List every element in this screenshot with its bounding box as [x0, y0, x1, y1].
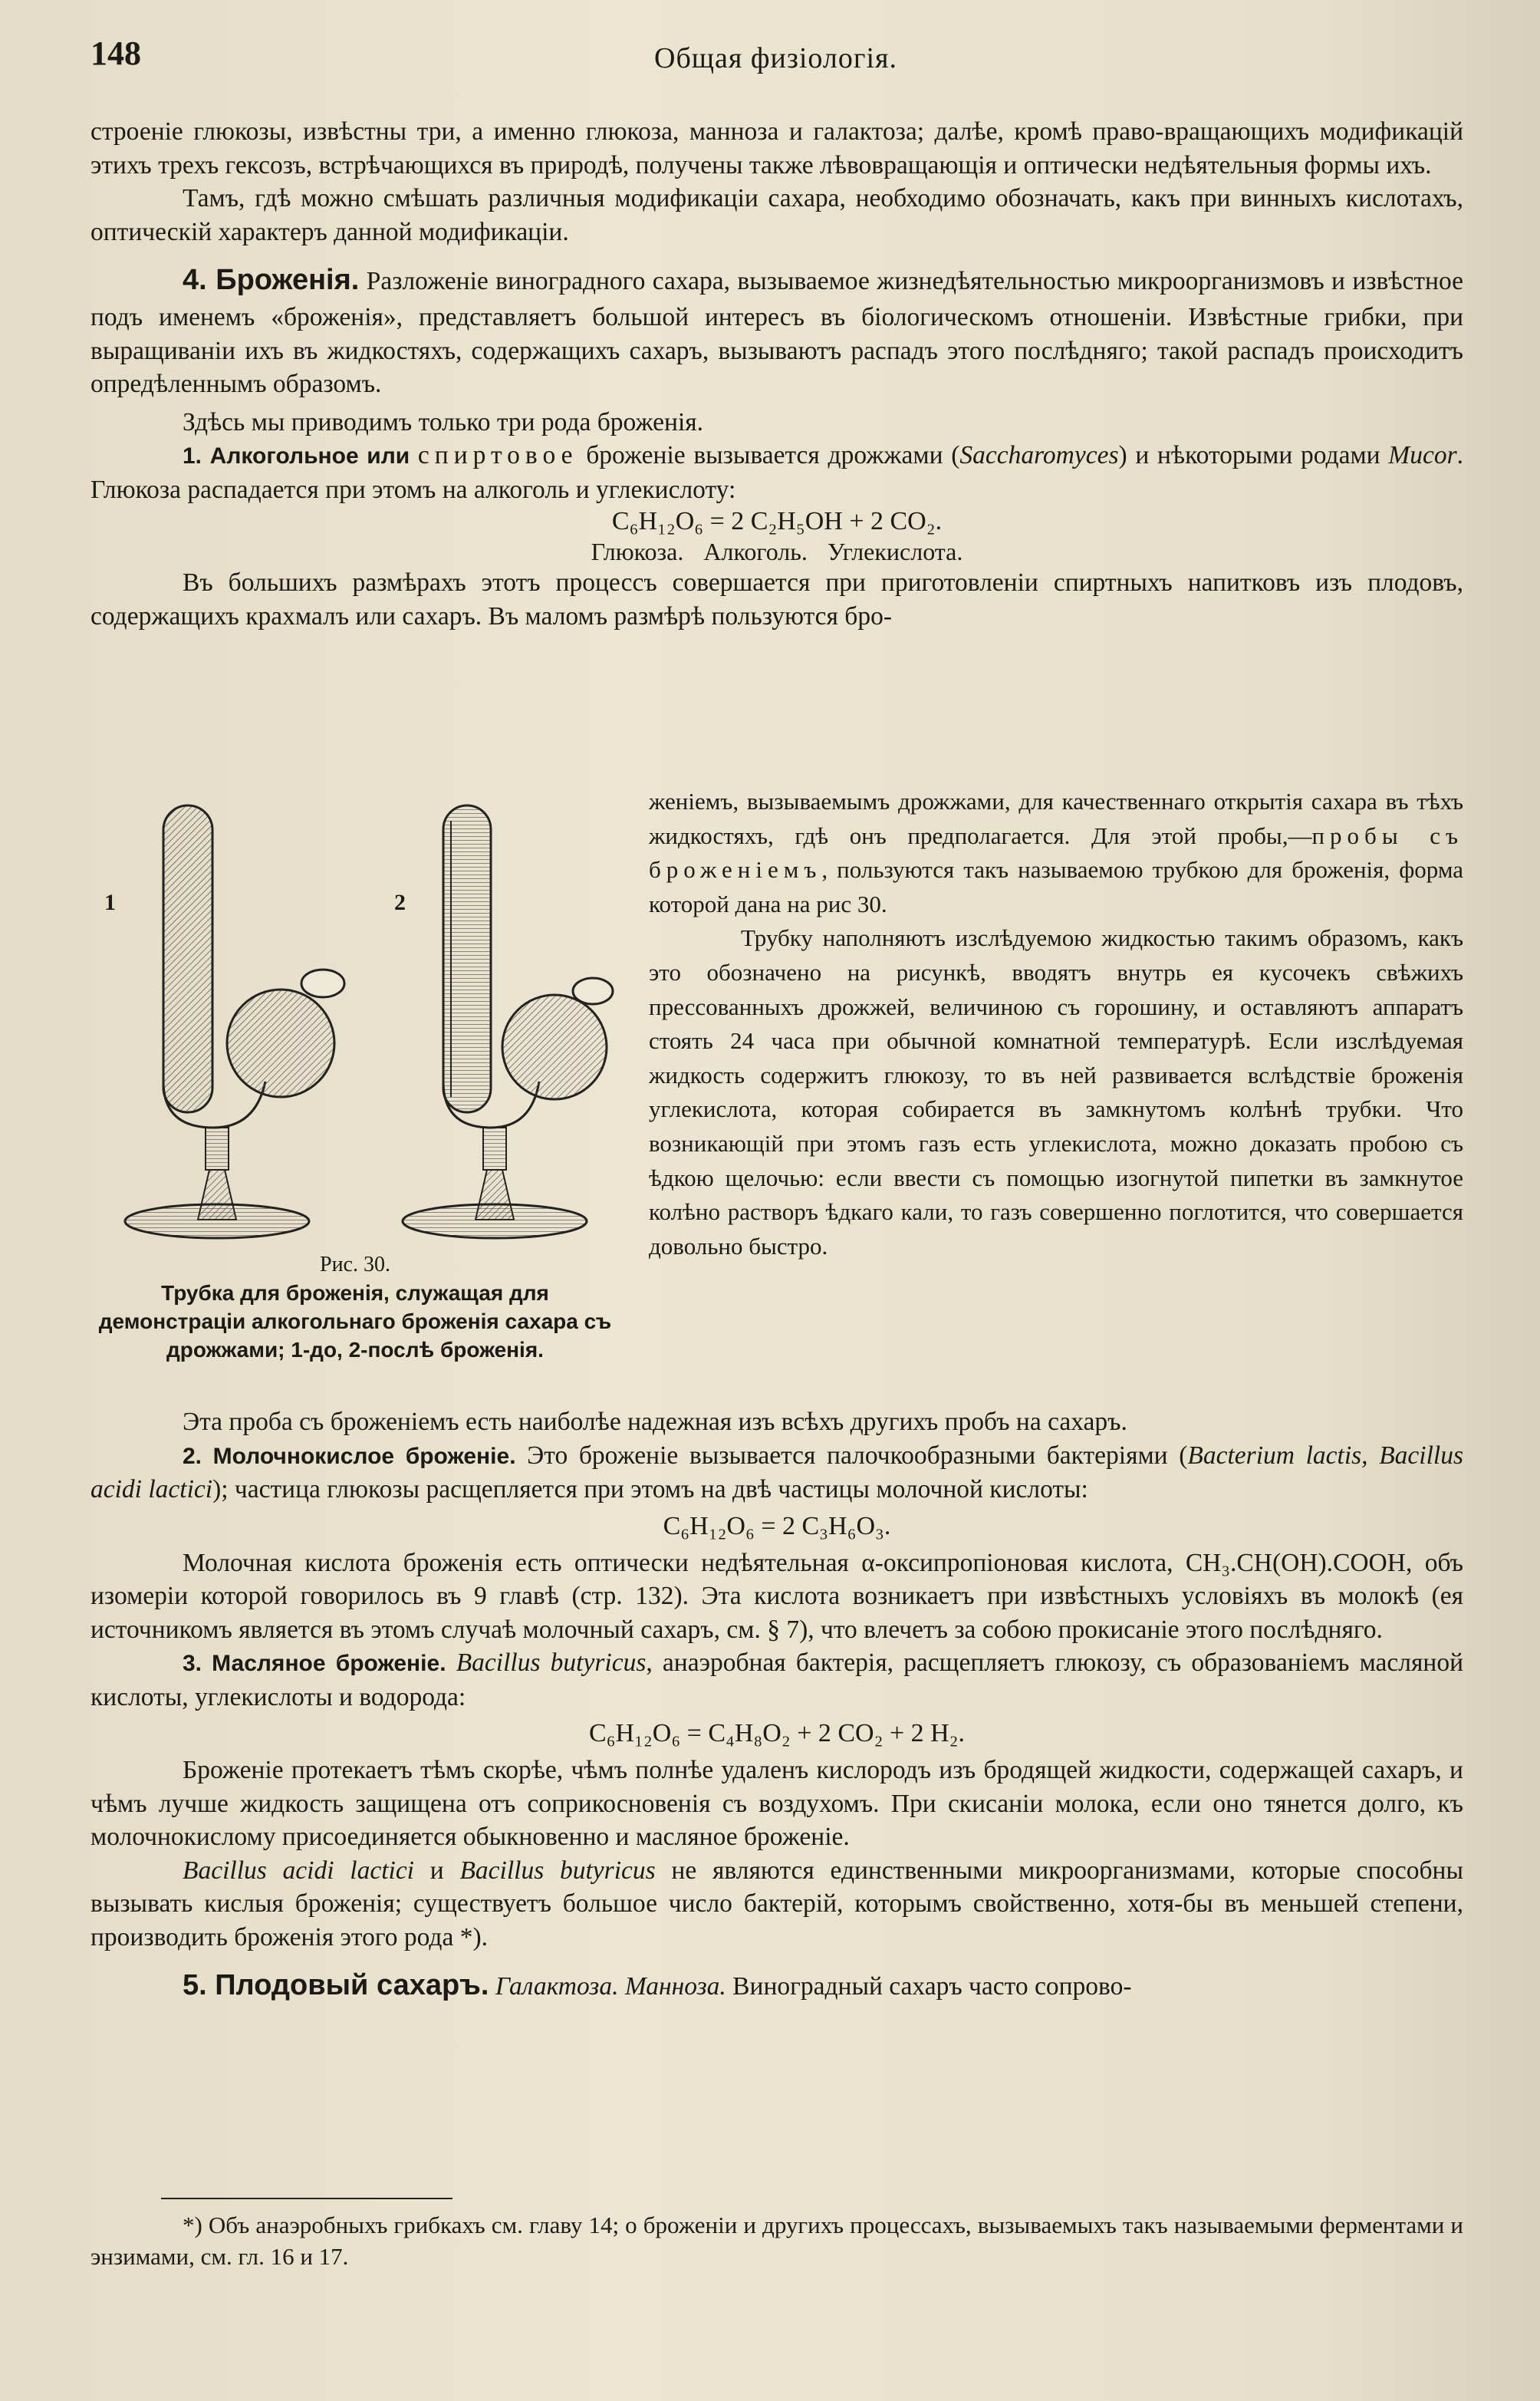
- figure-30: [90, 790, 620, 1373]
- formula-alcoholic: C₆H₁₂O₆ = 2 C₂H₅OH + 2 CO₂.: [611, 507, 943, 535]
- formula-lactic: C₆H₁₂O₆ = 2 C₃H₆O₃.: [663, 1511, 891, 1540]
- footnote: *) Объ анаэробныхъ грибкахъ см. главу 14; о броженіи и другихъ процессахъ, вызываемыхъ такъ называемыми ферментами и энзимами, см. гл. 16 и 17.: [90, 2212, 1463, 2270]
- figure-label-2: 2: [394, 890, 406, 915]
- figure-side-text: [649, 785, 1463, 1263]
- section-4-heading: 4. Броженія.: [183, 264, 360, 296]
- section-5-heading: 5. Плодовый сахаръ.: [183, 1969, 489, 2001]
- paragraph-lactic-acid: Молочная кислота броженія есть оптически недѣятельная α-оксипропіоновая кислота, CH₃.CH(OH).COOH, объ изомеріи которой говорилось въ 9 главѣ (стр. 132). Эта кислота возникаетъ при извѣстныхъ условіяхъ въ молокѣ (ея источникомъ является въ этомъ случаѣ молочный сахаръ, см. § 7), что влечетъ за собою прокисаніе этого послѣдняго.: [90, 1548, 1463, 1644]
- paragraph-fermentation-speed: Броженіе протекаетъ тѣмъ скорѣе, чѣмъ полнѣе удаленъ кислородъ изъ бродящей жидкости, содержащей сахаръ, и чѣмъ лучше жидкость защищена отъ соприкосновенія съ воздухомъ. При скисаніи молока, если оно тянется долго, къ молочнокислому присоединяется обыкновенно и масляное броженіе.: [90, 1756, 1463, 1851]
- figure-label-1: 1: [104, 890, 116, 915]
- paragraph-lactic: 2. Молочнокислое броженіе. Это броженіе вызывается палочкообразными бактеріями (Bacterium lactis, Bacillus acidi lactici); частица глюкозы расщепляется при этомъ на двѣ частицы молочной кислоты:: [90, 1441, 1463, 1504]
- figure-caption: [90, 1250, 620, 1364]
- bottom-text-block: [90, 1405, 1463, 2006]
- running-title: Общая физіологія.: [654, 42, 897, 74]
- figure-caption-text: Трубка для броженія, служащая для демонстраціи алкогольнаго броженія сахара съ дрожжами; 1-до, 2-послѣ броженія.: [98, 1281, 612, 1362]
- page-number: 148: [90, 35, 141, 72]
- top-text-block: [90, 115, 1463, 633]
- section-4-text: Разложеніе виноградного сахара, вызываемое жизнедѣятельностью микроорганизмовъ и извѣстное подъ именемъ «броженія», представляетъ большой интересъ въ біологическомъ отношеніи. Извѣстные грибки, при выращиваніи ихъ въ жидкостяхъ, содержащихъ сахаръ, вызываютъ распадъ этого послѣдняго; такой распадъ происходитъ опредѣленнымъ образомъ.: [90, 267, 1463, 398]
- paragraph-glucose-forms: строеніе глюкозы, извѣстны три, а именно глюкоза, манноза и галактоза; далѣе, кромѣ право-вращающихъ модификацій этихъ трехъ гексозъ, встрѣчающихся въ природѣ, получены также лѣвовращающія и оптически недѣятельныя формы ихъ.: [90, 117, 1463, 179]
- section-5-paragraph: 5. Плодовый сахаръ. Галактоза. Манноза. Виноградный сахаръ часто сопрово-: [183, 1969, 1132, 2001]
- footnote-rule: [161, 2198, 452, 2199]
- paragraph-tube-procedure: Трубку наполняютъ изслѣдуемою жидкостью такимъ образомъ, какъ это обозначено на рисункѣ, вводятъ внутрь ея кусочекъ свѣжихъ прессованныхъ дрожжей, величиною съ горошину, и оставляютъ аппаратъ стоять 24 часа при обычной комнатной температурѣ. Если изслѣдуемая жидкость содержитъ глюкозу, то въ ней развивается вслѣдствіе броженія углекислота, которая собирается въ замкнутомъ колѣнѣ трубки. Что возникающій при этомъ газъ есть углекислота, можно доказать пробою съ ѣдкою щелочью: если ввести съ помощью изогнутой пипетки въ замкнутое колѣно растворъ ѣдкаго кали, то газъ совершенно поглотится, что совершается довольно быстро.: [649, 924, 1463, 1260]
- page-header: [90, 34, 1463, 80]
- paragraph-fermentation-test: женіемъ, вызываемымъ дрожжами, для качественнаго открытія сахара въ тѣхъ жидкостяхъ, гдѣ онъ предполагается. Для этой пробы,—пробы съ броженіемъ, пользуются такъ называемою трубкою для броженія, форма которой дана на рис 30.: [649, 788, 1463, 917]
- tube-1-icon: [125, 805, 344, 1238]
- paragraph-three-kinds: Здѣсь мы приводимъ только три рода броженія.: [183, 407, 704, 436]
- paragraph-big-scale: Въ большихъ размѣрахъ этотъ процессъ совершается при приготовленіи спиртныхъ напитковъ изъ плодовъ, содержащихъ крахмалъ или сахаръ. Въ маломъ размѣрѣ пользуются бро-: [90, 568, 1463, 631]
- fermentation-tubes-illustration: [90, 790, 620, 1250]
- paragraph-alcoholic: 1. Алкогольное или спиртовое броженіе вызывается дрожжами (Saccharomyces) и нѣкоторыми родами Mucor. Глюкоза распадается при этомъ на алкоголь и углекислоту:: [90, 441, 1463, 504]
- section-4-paragraph: [90, 259, 1463, 401]
- formula-butyric: C₆H₁₂O₆ = C₄H₈O₂ + 2 CO₂ + 2 H₂.: [588, 1719, 966, 1747]
- formula-alcoholic-names: Глюкоза. Алкоголь. Углекислота.: [591, 538, 963, 565]
- paragraph-most-reliable: Эта проба съ броженіемъ есть наиболѣе надежная изъ всѣхъ другихъ пробъ на сахаръ.: [183, 1408, 1127, 1436]
- tube-2-icon: [403, 805, 613, 1238]
- figure-title: Рис. 30.: [320, 1253, 390, 1276]
- paragraph-mixtures: Тамъ, гдѣ можно смѣшать различныя модификаціи сахара, необходимо обозначать, какъ при винныхъ кислотахъ, оптическій характеръ данной модификаціи.: [90, 184, 1463, 246]
- paragraph-bacilli: Bacillus acidi lactici и Bacillus butyricus не являются единственными микроорганизмами, которые способны вызывать кислыя броженія; существуетъ большое число бактерій, которымъ свойственно, хотя-бы въ меньшей степени, производить броженія этого рода *).: [90, 1856, 1463, 1951]
- paragraph-butyric: 3. Масляное броженіе. Bacillus butyricus, анаэробная бактерія, расщепляетъ глюкозу, съ образованіемъ масляной кислоты, углекислоты и водорода:: [90, 1648, 1464, 1711]
